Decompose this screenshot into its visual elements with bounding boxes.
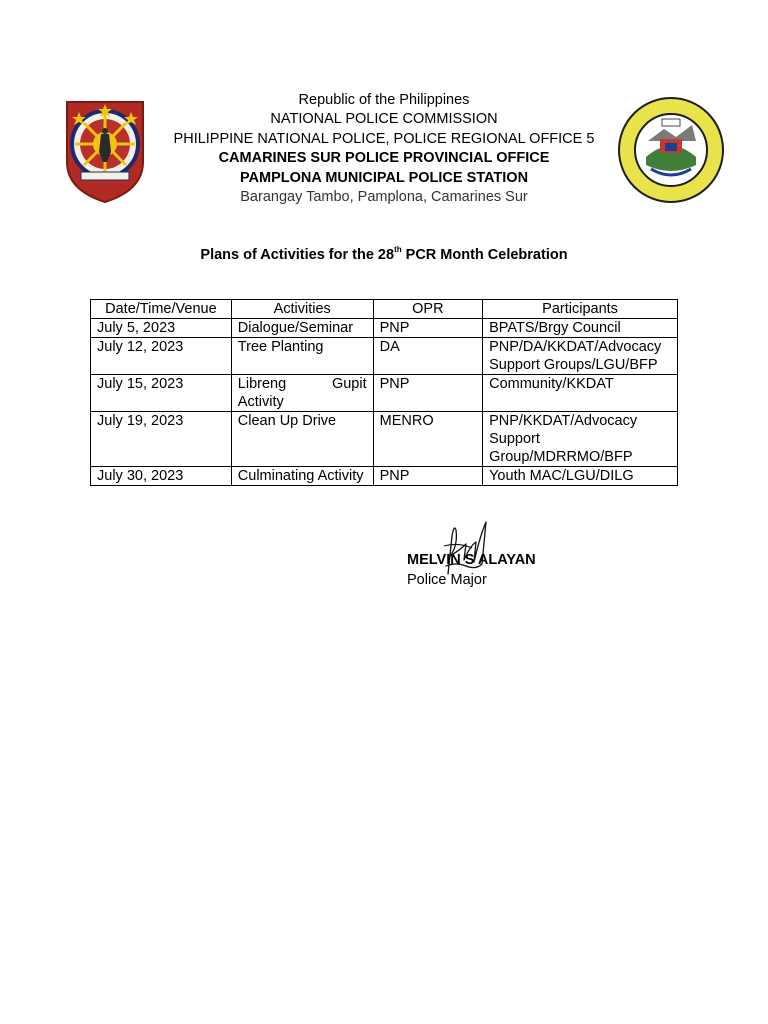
cell-date: July 5, 2023 bbox=[91, 319, 232, 338]
table-row bbox=[91, 338, 678, 375]
cell-participants: PNP/KKDAT/Advocacy Support Group/MDRRMO/BFP bbox=[483, 412, 678, 467]
column-header-activities: Activities bbox=[231, 300, 373, 319]
cell-activity: Clean Up Drive bbox=[231, 412, 373, 467]
header-pnp-region: PHILIPPINE NATIONAL POLICE, POLICE REGIONAL OFFICE 5 bbox=[173, 130, 595, 147]
cell-activity: Tree Planting bbox=[231, 338, 373, 375]
table-row bbox=[91, 375, 678, 412]
cell-participants: BPATS/Brgy Council bbox=[483, 319, 678, 338]
cell-date: July 19, 2023 bbox=[91, 412, 232, 467]
document-title: Plans of Activities for the 28th PCR Month Celebration bbox=[200, 245, 568, 263]
signatory-name: MELVIN S ALAYAN bbox=[407, 552, 536, 568]
header-provincial-office: CAMARINES SUR POLICE PROVINCIAL OFFICE bbox=[218, 150, 550, 167]
cell-opr: PNP bbox=[373, 375, 482, 412]
cell-opr: PNP bbox=[373, 319, 482, 338]
cell-activity: Libreng Gupit Activity bbox=[231, 375, 373, 412]
cell-opr: DA bbox=[373, 338, 482, 375]
cell-activity: Dialogue/Seminar bbox=[231, 319, 373, 338]
signature-icon bbox=[436, 516, 496, 578]
signatory-rank: Police Major bbox=[407, 572, 487, 588]
column-header-opr: OPR bbox=[373, 300, 482, 319]
table-row bbox=[91, 467, 678, 486]
pnp-seal-icon bbox=[57, 92, 153, 204]
table-row bbox=[91, 412, 678, 467]
pamplona-mps-seal-icon bbox=[616, 95, 726, 205]
letterhead bbox=[150, 91, 618, 207]
cell-activity: Culminating Activity bbox=[231, 467, 373, 486]
header-address: Barangay Tambo, Pamplona, Camarines Sur bbox=[240, 189, 528, 206]
cell-participants: PNP/DA/KKDAT/Advocacy Support Groups/LGU/BFP bbox=[483, 338, 678, 375]
cell-date: July 30, 2023 bbox=[91, 467, 232, 486]
cell-opr: PNP bbox=[373, 467, 482, 486]
header-republic: Republic of the Philippines bbox=[298, 92, 470, 108]
column-header-date: Date/Time/Venue bbox=[91, 300, 232, 319]
header-station: PAMPLONA MUNICIPAL POLICE STATION bbox=[239, 169, 529, 186]
cell-opr: MENRO bbox=[373, 412, 482, 467]
cell-participants: Youth MAC/LGU/DILG bbox=[483, 467, 678, 486]
cell-date: July 12, 2023 bbox=[91, 338, 232, 375]
table-header-row bbox=[91, 300, 678, 319]
column-header-participants: Participants bbox=[483, 300, 678, 319]
header-napolcom: NATIONAL POLICE COMMISSION bbox=[270, 111, 498, 128]
table-row bbox=[91, 319, 678, 338]
cell-participants: Community/KKDAT bbox=[483, 375, 678, 412]
activities-table bbox=[90, 299, 678, 486]
cell-date: July 15, 2023 bbox=[91, 375, 232, 412]
